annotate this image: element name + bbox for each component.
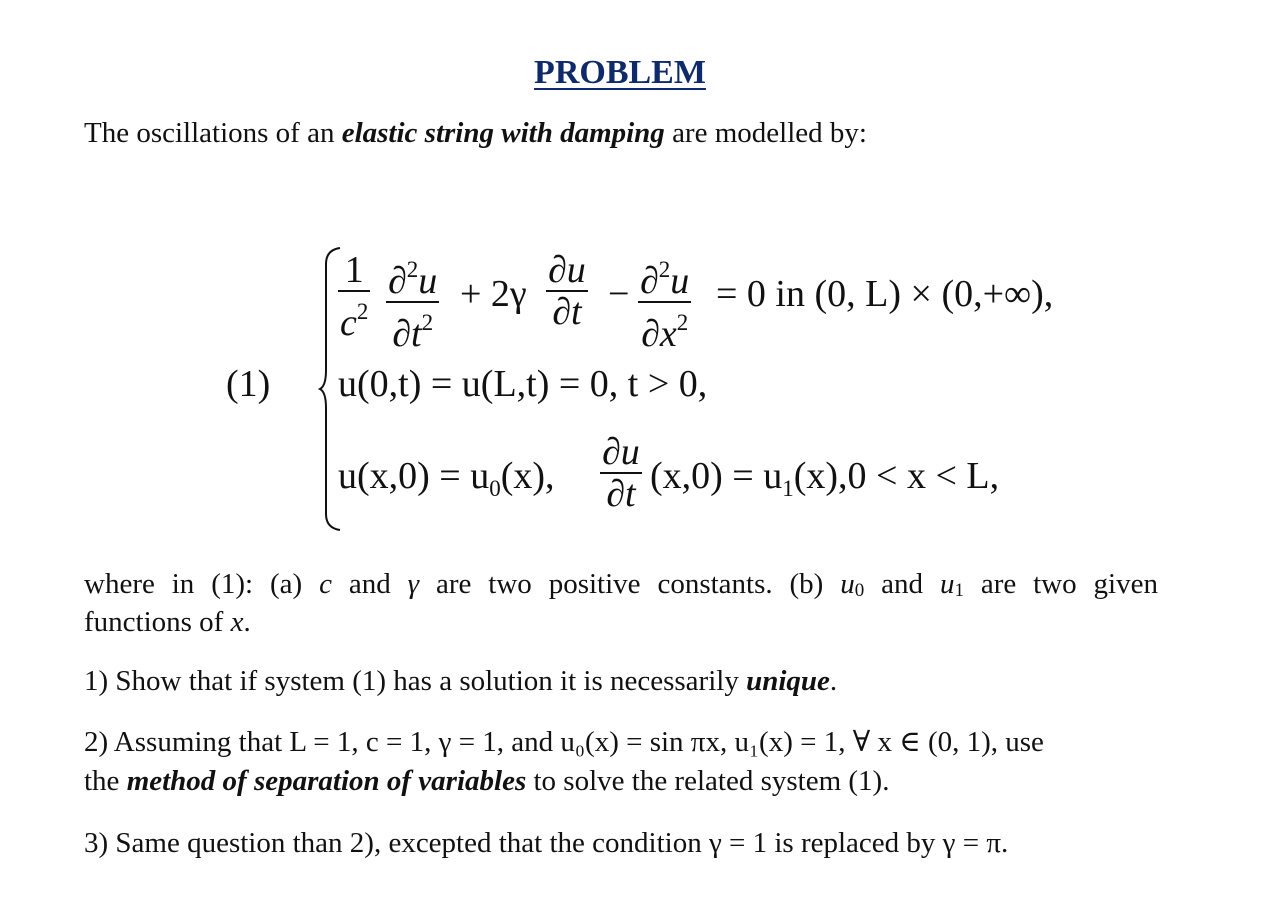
plus-two-gamma: + 2γ (460, 273, 527, 315)
subscript-one: 1 (782, 476, 794, 501)
where-text: where in (1): (a) (84, 568, 320, 600)
question-1 (84, 662, 837, 700)
numerator-one: 1 (338, 250, 370, 292)
fraction-d2u-dt2 (386, 250, 439, 354)
question-2-line-1: 2) Assuming that L = 1, c = 1, γ = 1, and u₀(x) = sin πx, u₁(x) = 1, ∀ x ∈ (0, 1), use (84, 726, 1044, 758)
question-1-emphasis: unique (746, 665, 830, 697)
initial-condition-u (338, 454, 555, 502)
question-2-line-2 (84, 762, 889, 800)
symbol-gamma: γ (407, 568, 420, 600)
fraction-one-over-c2 (338, 250, 370, 343)
symbol-x: x (230, 606, 244, 638)
intro-text-end: are modelled by: (664, 117, 867, 149)
denominator-dt: ∂t (552, 291, 582, 333)
fraction-du-dt (546, 250, 588, 332)
velocity-range: (x),0 < x < L, (793, 455, 1000, 497)
where-paragraph-line-2 (84, 603, 251, 641)
partial-symbol: ∂ (640, 260, 659, 302)
question-2-end: to solve the related system (1). (526, 765, 890, 797)
intro-emphasis: elastic string with damping (341, 117, 665, 149)
subscript-one: 1 (954, 580, 964, 601)
equation-label: (1) (226, 363, 271, 405)
symbol-u0: u (840, 568, 855, 600)
exponent-two: 2 (406, 257, 419, 282)
equation-line-2: u(0,t) = u(L,t) = 0, t > 0, (338, 363, 708, 405)
variable-u: u (670, 260, 690, 302)
initial-u-text: u(x,0) = u (338, 455, 490, 497)
question-2-emphasis: method of separation of variables (126, 765, 527, 797)
initial-u-arg: (x), (500, 455, 555, 497)
minus-sign: − (608, 273, 630, 315)
functions-of-text: functions of (84, 606, 231, 638)
partial-symbol: ∂ (388, 260, 407, 302)
denominator-c: c (340, 302, 357, 344)
symbol-c: c (319, 568, 332, 600)
where-and-2: and (864, 568, 940, 600)
exponent-two: 2 (658, 257, 671, 282)
where-text-b: are two positive constants. (b) (419, 568, 841, 600)
velocity-text: (x,0) = u (650, 455, 783, 497)
question-2-text: the (84, 765, 127, 797)
exponent-two: 2 (676, 310, 689, 335)
question-3: 3) Same question than 2), excepted that the condition γ = 1 is replaced by γ = π. (84, 827, 1009, 859)
subscript-zero: 0 (489, 476, 501, 501)
equation-line-1 (338, 249, 1118, 355)
where-text-end: are two given (963, 568, 1158, 600)
variable-u: u (418, 260, 438, 302)
where-and: and (331, 568, 408, 600)
question-1-text: 1) Show that if system (1) has a solution it is necessarily (84, 665, 747, 697)
initial-condition-velocity (650, 454, 999, 502)
intro-text: The oscillations of an (84, 117, 342, 149)
denominator-dt: ∂t (606, 473, 636, 515)
intro-paragraph (84, 114, 867, 152)
question-1-end: . (829, 665, 838, 697)
partial-x: ∂x (641, 313, 677, 355)
exponent-two: 2 (421, 310, 434, 335)
numerator-du: ∂u (548, 249, 586, 291)
exponent-two: 2 (356, 299, 369, 324)
equation-rhs-domain: = 0 in (0, L) × (0,+∞), (716, 273, 1054, 315)
partial-t: ∂t (392, 313, 422, 355)
period: . (243, 606, 251, 638)
numerator-du: ∂u (602, 431, 640, 473)
fraction-d2u-dx2 (638, 250, 691, 354)
equation-line-3 (338, 432, 1118, 532)
subscript-zero: 0 (854, 580, 865, 601)
fraction-du-dt (600, 432, 642, 514)
page-title: PROBLEM (534, 54, 706, 91)
symbol-u1: u (939, 568, 955, 600)
